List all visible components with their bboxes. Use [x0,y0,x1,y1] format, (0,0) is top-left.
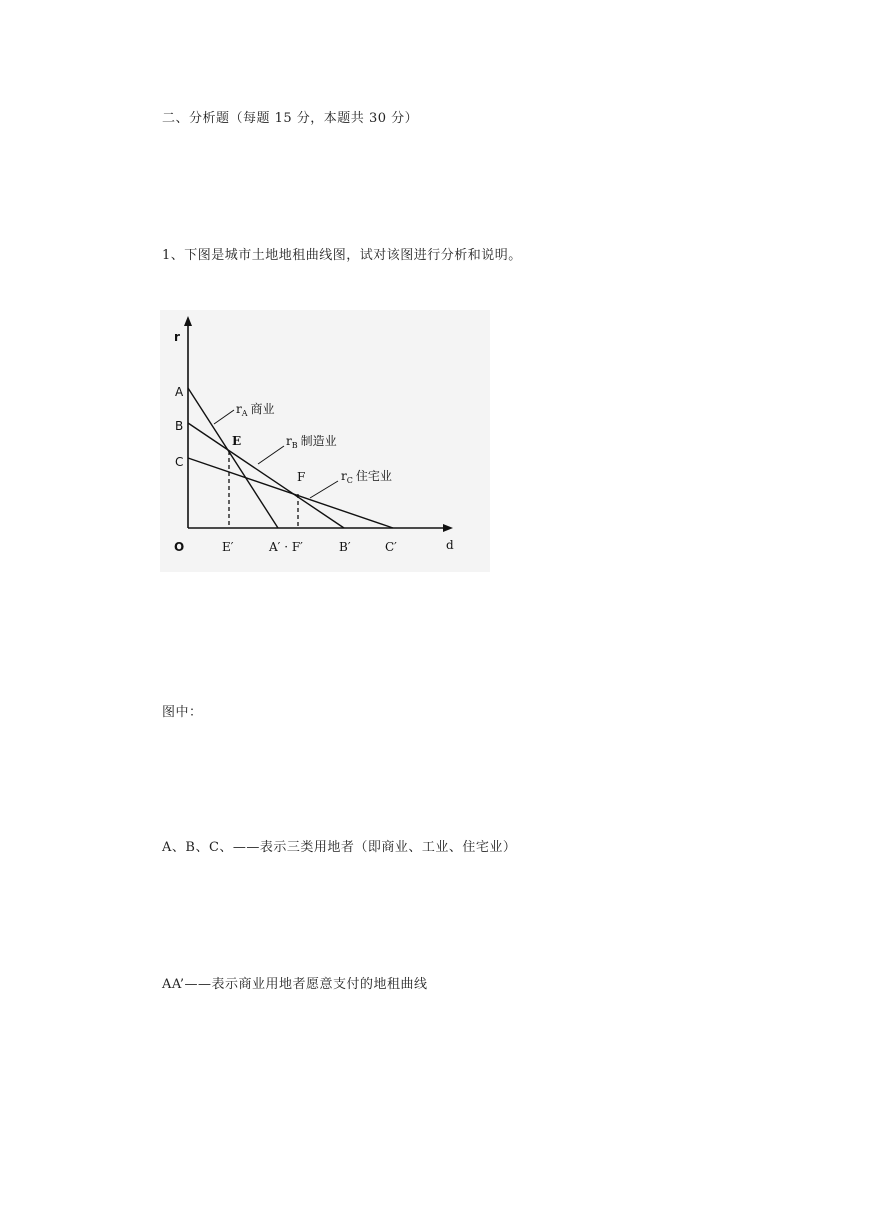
abc-description: A、B、C、——表示三类用地者（即商业、工业、住宅业） [162,840,517,855]
y-axis-label: r [174,330,180,344]
label-A-prime-F-prime: A′ · F′ [269,540,303,554]
aa-description: AA’——表示商业用地者愿意支付的地租曲线 [162,977,428,992]
x-axis-label: d [446,538,454,552]
label-C-prime: C′ [385,540,397,554]
label-C: C [175,455,184,469]
question-text: 1、下图是城市土地地租曲线图，试对该图进行分析和说明。 [162,248,522,263]
label-A: A [175,385,184,399]
section-heading: 二、分析题（每题 15 分，本题共 30 分） [162,111,419,126]
curve-label-rA: $r_A$ 商业 [236,402,275,418]
label-B-prime: B′ [339,540,351,554]
label-F: F [297,470,306,484]
label-E-prime: E′ [222,540,234,554]
bid-rent-figure [160,310,490,572]
origin-label: O [174,540,185,554]
bid-rent-diagram [160,310,490,572]
curve-label-rC: $r_C$ 住宅业 [341,469,392,485]
label-B: B [175,419,184,433]
label-E: E [232,434,242,448]
legend-intro: 图中： [162,705,203,720]
curve-label-rB: $r_B$ 制造业 [286,434,337,450]
